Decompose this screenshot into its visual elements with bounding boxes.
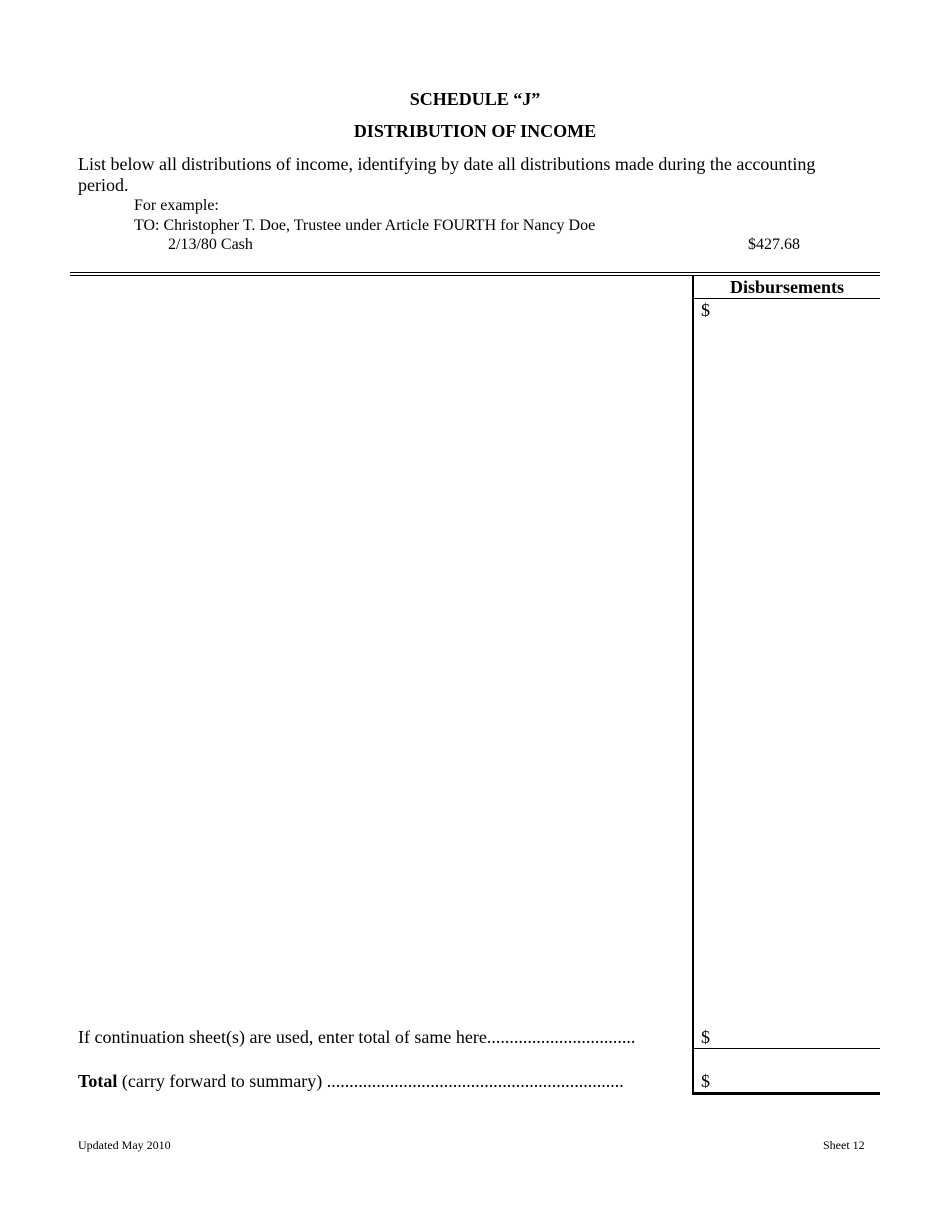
footer-updated-date: Updated May 2010 bbox=[78, 1138, 171, 1152]
instructions-text: List below all distributions of income, identifying by date all distributions made during the accounting period. bbox=[78, 154, 816, 195]
page-title: SCHEDULE “J” bbox=[409, 89, 541, 109]
disbursements-column-divider bbox=[692, 276, 694, 1094]
example-detail-line: 2/13/80 Cash bbox=[168, 236, 253, 253]
example-to-line: TO: Christopher T. Doe, Trustee under Article FOURTH for Nancy Doe bbox=[134, 217, 596, 234]
total-bold-label: Total bbox=[78, 1071, 118, 1091]
disbursements-column-header: Disbursements bbox=[729, 277, 844, 297]
continuation-total-label: If continuation sheet(s) are used, enter total of same here................................. bbox=[78, 1027, 636, 1047]
page-subtitle: DISTRIBUTION OF INCOME bbox=[353, 121, 597, 141]
footer-sheet-number: Sheet 12 bbox=[823, 1138, 865, 1152]
total-row-label bbox=[78, 1071, 680, 1092]
total-label-rest: (carry forward to summary) .................................................................. bbox=[117, 1071, 624, 1091]
continuation-total-underline bbox=[694, 1048, 880, 1049]
example-amount: $427.68 bbox=[748, 236, 800, 253]
continuation-total-dollar: $ bbox=[701, 1027, 710, 1047]
column-header-underline bbox=[694, 298, 880, 299]
example-label: For example: bbox=[134, 197, 219, 214]
table-top-rule bbox=[70, 272, 880, 273]
disbursements-first-dollar: $ bbox=[701, 300, 710, 320]
total-dollar: $ bbox=[701, 1071, 710, 1091]
total-underline bbox=[692, 1092, 880, 1095]
